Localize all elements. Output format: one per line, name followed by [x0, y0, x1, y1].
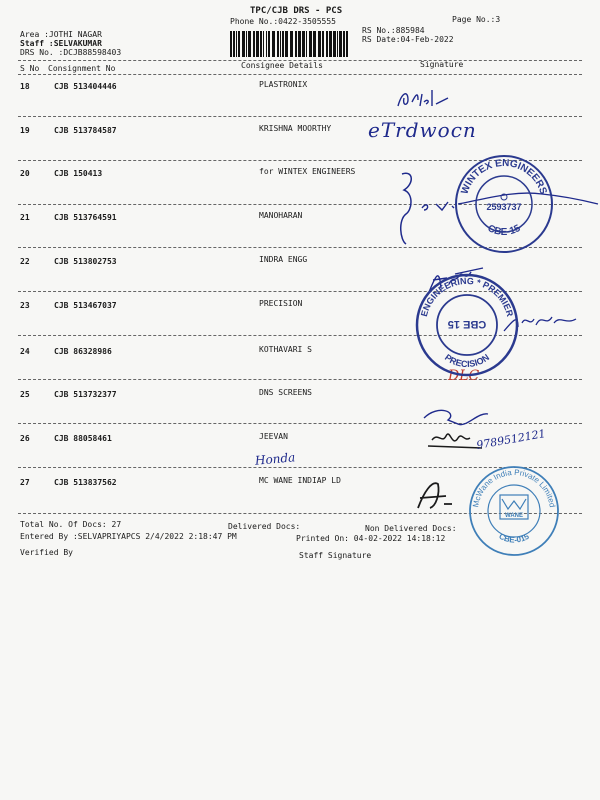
row-consignment: CJB 513764591 [54, 213, 117, 222]
svg-text:WANE: WANE [505, 513, 523, 519]
col-sno: S No [20, 64, 40, 73]
row-consignee: MC WANE INDIAP LD [259, 476, 341, 485]
barcode [229, 31, 351, 57]
row-sno: 20 [20, 169, 30, 178]
signature-row25: DLC [448, 368, 480, 384]
signature-row26-name: Honda [254, 450, 296, 468]
row-sno: 27 [20, 478, 30, 487]
row-consignee: PLASTRONIX [259, 80, 308, 89]
mcwane-stamp [468, 465, 560, 557]
svg-text:CBE-15: CBE-15 [485, 222, 523, 238]
signature-row26 [418, 404, 498, 462]
document-title: TPC/CJB DRS - PCS [250, 6, 343, 16]
signature-row18 [392, 84, 452, 114]
staff-label: Staff :SELVAKUMAR [20, 39, 102, 48]
row-consignment: CJB 513837562 [54, 478, 117, 487]
svg-text:ENGINEERING * PREMIER: ENGINEERING * PREMIER [418, 275, 516, 318]
delivered-docs: Delivered Docs: [228, 522, 301, 531]
phone-number: Phone No.:0422-3505555 [230, 17, 336, 26]
row-sno: 18 [20, 82, 30, 91]
row-divider [18, 379, 582, 380]
row-consignee: JEEVAN [259, 432, 288, 441]
row-consignment: CJB 88058461 [54, 434, 112, 443]
row-consignment: CJB 150413 [54, 169, 103, 178]
row-divider [18, 116, 582, 117]
header-divider-bottom [18, 74, 582, 75]
col-signature: Signature [420, 60, 464, 69]
svg-text:WINTEX ENGINEERS: WINTEX ENGINEERS [459, 157, 549, 196]
row-consignment: CJB 513467037 [54, 301, 117, 310]
row-consignee: KRISHNA MOORTHY [259, 124, 332, 133]
total-docs: Total No. Of Docs: 27 [20, 520, 122, 529]
row-sno: 25 [20, 390, 30, 399]
row-consignee: INDRA ENGG [259, 255, 308, 264]
page-number: Page No.:3 [452, 15, 501, 24]
col-consignment: Consignment No [48, 64, 116, 73]
svg-text:PRECISION: PRECISION [442, 352, 492, 370]
printed-on: Printed On: 04-02-2022 14:18:12 [296, 534, 446, 543]
row-consignment: CJB 513802753 [54, 257, 117, 266]
row-consignee: DNS SCREENS [259, 388, 312, 397]
row-consignment: CJB 86328986 [54, 347, 112, 356]
entered-by: Entered By :SELVAPRIYAPCS 2/4/2022 2:18:47 PM [20, 532, 237, 541]
wintex-stamp [452, 152, 556, 256]
row-consignment: CJB 513732377 [54, 390, 117, 399]
verified-by: Verified By [20, 548, 73, 557]
signature-row19: eTrdwocn [368, 118, 477, 142]
row-sno: 24 [20, 347, 30, 356]
row-consignee: MANOHARAN [259, 211, 303, 220]
area-label: Area :JOTHI NAGAR [20, 30, 102, 39]
svg-text:CBE 15: CBE 15 [447, 318, 487, 330]
row-consignee: for WINTEX ENGINEERS [259, 167, 356, 176]
premier-stamp [414, 272, 520, 378]
row-sno: 21 [20, 213, 30, 222]
staff-signature-label: Staff Signature [299, 551, 372, 560]
row-consignee: PRECISION [259, 299, 303, 308]
row-consignment: CJB 513784587 [54, 126, 117, 135]
row-sno: 26 [20, 434, 30, 443]
drs-number: DRS No. :DCJB88598403 [20, 48, 122, 57]
row-consignment: CJB 513404446 [54, 82, 117, 91]
svg-text:McWane India Private Limited: McWane India Private Limited [471, 467, 557, 508]
rs-number: RS No.:885984 [362, 26, 425, 35]
non-delivered-docs: Non Delivered Docs: [365, 524, 457, 533]
row-consignee: KOTHAVARI S [259, 345, 312, 354]
rs-date: RS Date:04-Feb-2022 [362, 35, 454, 44]
svg-text:CBE-015: CBE-015 [497, 531, 531, 545]
signature-row27 [410, 474, 460, 514]
col-consignee: Consignee Details [241, 61, 323, 70]
row-sno: 23 [20, 301, 30, 310]
row-sno: 19 [20, 126, 30, 135]
signature-row26-phone: 9789512121 [475, 427, 547, 452]
row-sno: 22 [20, 257, 30, 266]
svg-text:2593737: 2593737 [486, 202, 522, 212]
